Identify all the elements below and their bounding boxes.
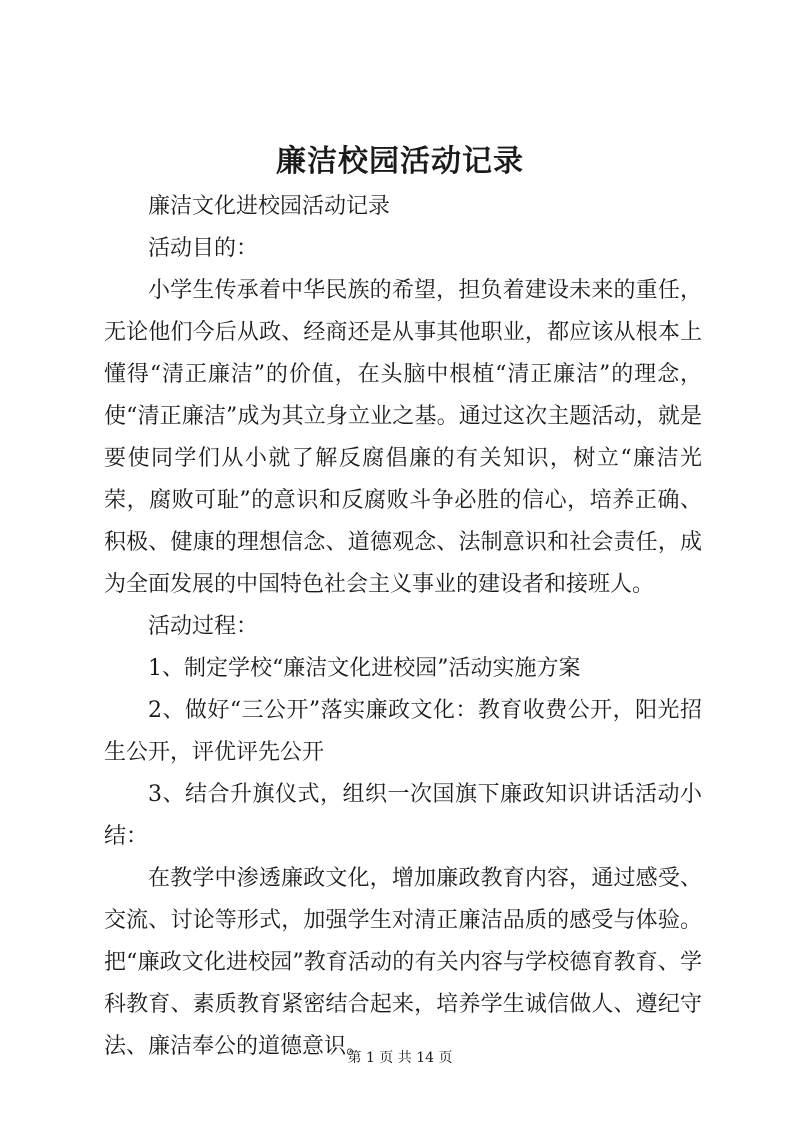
paragraph-step-1: 1、制定学校“廉洁文化进校园”活动实施方案 xyxy=(148,656,581,681)
paragraph-step-3: 3、结合升旗仪式，组织一次国旗下廉政知识讲话活动小结： xyxy=(104,782,702,849)
paragraph-process-heading: 活动过程： xyxy=(148,614,259,639)
paragraph-purpose: 小学生传承着中华民族的希望，担负着建设未来的重任，无论他们今后从政、经商还是从事其他职业，都应该从根本上懂得“清正廉洁”的价值，在头脑中根植“清正廉洁”的理念，使“清正廉洁”成为其立身立业之基。通过这次主题活动，就是要使同学们从小就了解反腐倡廉的有关知识，树立“廉洁光荣，腐败可耻”的意识和反腐败斗争必胜的信心，培养正确、积极、健康的理想信念、道德观念、法制意识和社会责任，成为全面发展的中国特色社会主义事业的建设者和接班人。 xyxy=(104,278,702,597)
paragraph-purpose-heading: 活动目的： xyxy=(148,236,259,261)
paragraph-summary: 在教学中渗透廉政文化，增加廉政教育内容，通过感受、交流、讨论等形式，加强学生对清正廉洁品质的感受与体验。把“廉政文化进校园”教育活动的有关内容与学校德育教育、学科教育、素质教育紧密结合起来，培养学生诚信做人、遵纪守法、廉洁奉公的道德意识。 xyxy=(104,866,702,1059)
paragraph-subtitle: 廉洁文化进校园活动记录 xyxy=(148,194,391,219)
document-body xyxy=(104,186,702,1068)
paragraph-step-2: 2、做好“三公开”落实廉政文化：教育收费公开，阳光招生公开，评优评先公开 xyxy=(104,698,702,765)
document-title: 廉洁校园活动记录 xyxy=(276,144,524,179)
page-footer: 第 1 页 共 14 页 xyxy=(347,1050,453,1066)
